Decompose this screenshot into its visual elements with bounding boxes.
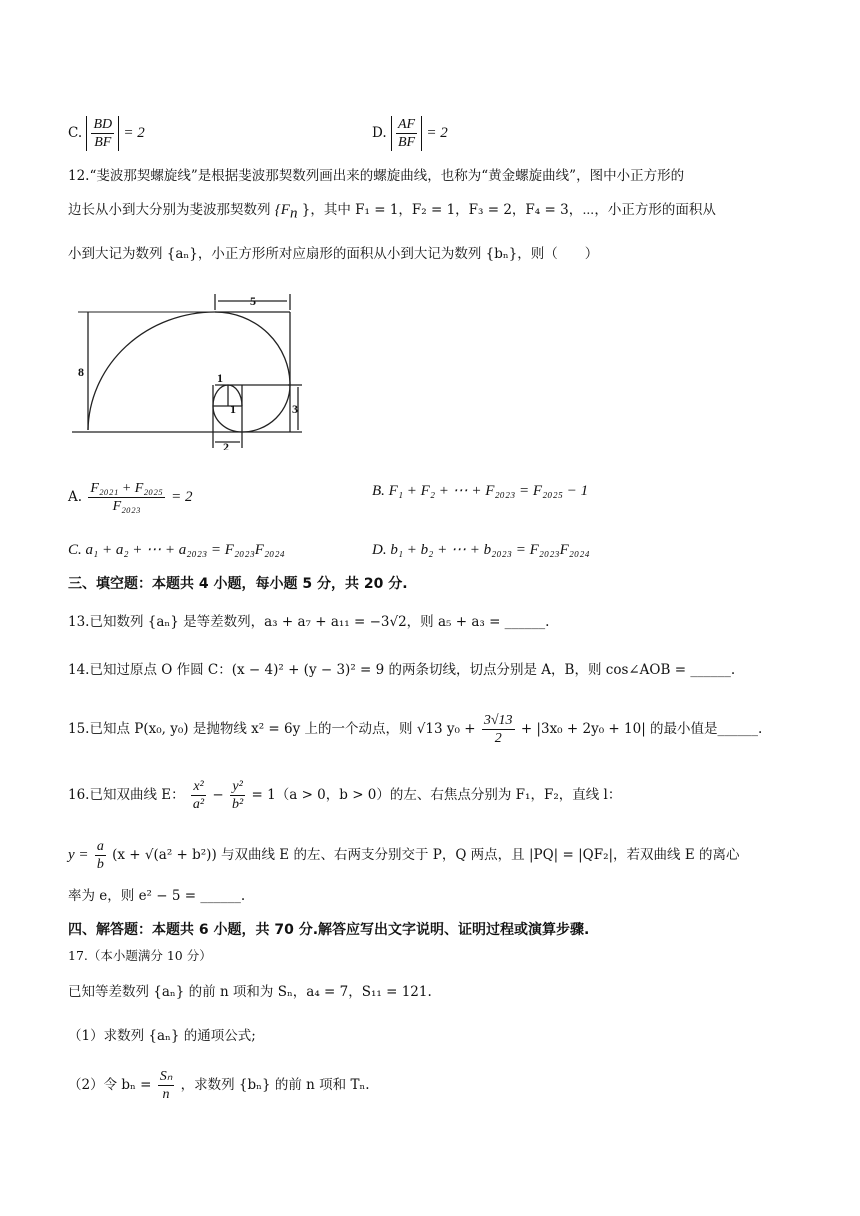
frac-den: BF: [397, 135, 416, 150]
frac-den: b: [96, 857, 104, 872]
frac-den: a²: [192, 797, 205, 812]
q11-option-c: [68, 116, 145, 151]
label-1a: 1: [217, 371, 223, 385]
fibonacci-spiral-figure: [70, 290, 305, 450]
q12-option-d: D. b₁ + b₂ + ⋯ + b₂₀₂₃ = F₂₀₂₃F₂₀₂₄: [372, 542, 590, 558]
label-5: 5: [250, 294, 256, 308]
q12-option-b: B. F₁ + F₂ + ⋯ + F₂₀₂₃ = F₂₀₂₅ − 1: [372, 483, 589, 499]
q12-line2-c: }，其中 F₁ = 1，F₂ = 1，F₃ = 2，F₄ = 3，⋯，小正方形的面积从: [301, 202, 716, 218]
rhs: = 2: [426, 125, 448, 141]
frac-num: Sₙ: [159, 1069, 173, 1084]
q16-line3: 率为 e，则 e² − 5 = ______.: [68, 888, 246, 904]
frac-num: y²: [230, 778, 245, 796]
q17-p2-post: ，求数列 {bₙ} 的前 n 项和 Tₙ.: [180, 1077, 370, 1093]
label-3: 3: [292, 402, 298, 416]
abs-fraction: [86, 116, 119, 151]
label-1b: 1: [230, 402, 236, 416]
frac-num: BD: [93, 117, 113, 132]
q12-option-a: [68, 480, 193, 515]
section-3-heading: 三、填空题：本题共 4 小题，每小题 5 分，共 20 分.: [68, 576, 408, 592]
q17-stem: 已知等差数列 {aₙ} 的前 n 项和为 Sₙ，a₄ = 7，S₁₁ = 121.: [68, 984, 432, 1000]
frac-num: x²: [191, 778, 206, 796]
q17-part2: [68, 1068, 370, 1103]
q16-line2: [68, 838, 740, 873]
frac-num: F₂₀₂₁ + F₂₀₂₅: [90, 481, 163, 496]
frac-den: BF: [94, 135, 112, 150]
frac-den: n: [162, 1087, 170, 1102]
frac-num: a: [96, 839, 104, 854]
option-label: A.: [68, 489, 83, 505]
section-4-heading: 四、解答题：本题共 6 小题，共 70 分.解答应写出文字说明、证明过程或演算步骤.: [68, 922, 590, 938]
q12-line2-a: 边长从小到大分别为斐波那契数列: [68, 202, 271, 218]
q17-p2-pre: （2）令 bₙ =: [68, 1077, 152, 1093]
label-8: 8: [78, 365, 84, 379]
option-label: C.: [68, 125, 83, 141]
q16-l2-post: (x + √(a² + b²)) 与双曲线 E 的左、右两支分别交于 P，Q 两点，且 |PQ| = |QF₂|，若双曲线 E 的离心: [112, 847, 740, 863]
frac-num: 3√13: [483, 713, 513, 728]
minus: −: [212, 787, 224, 803]
rhs: = 2: [171, 489, 193, 505]
q11-option-d: [372, 116, 448, 151]
q13: 13.已知数列 {aₙ} 是等差数列，a₃ + a₇ + a₁₁ = −3√2，则 a₅ + a₃ = ______.: [68, 614, 550, 630]
q17-part1: （1）求数列 {aₙ} 的通项公式;: [68, 1028, 256, 1044]
option-label: D.: [372, 125, 387, 141]
q15: [68, 712, 762, 747]
q12-option-c: C. a₁ + a₂ + ⋯ + a₂₀₂₃ = F₂₀₂₃F₂₀₂₄: [68, 542, 285, 558]
frac-num: AF: [397, 117, 416, 132]
q12-line3: 小到大记为数列 {aₙ}，小正方形所对应扇形的面积从小到大记为数列 {bₙ}，则（ ）: [68, 246, 599, 262]
q15-post: + |3x₀ + 2y₀ + 10| 的最小值是______.: [520, 721, 763, 737]
label-2: 2: [223, 440, 229, 450]
q16-l2-pre: y =: [68, 847, 89, 863]
q16-line1: [68, 778, 621, 813]
frac-den: b²: [232, 797, 244, 812]
abs-fraction: [391, 116, 422, 151]
q17-head: 17.（本小题满分 10 分）: [68, 948, 212, 963]
rhs: = 2: [123, 125, 145, 141]
q12-line1: 12.“斐波那契螺旋线”是根据斐波那契数列画出来的螺旋曲线，也称为“黄金螺旋曲线”，图中小正方形的: [68, 168, 685, 184]
q14: 14.已知过原点 O 作圆 C：(x − 4)² + (y − 3)² = 9 的两条切线，切点分别是 A，B，则 cos∠AOB = ______.: [68, 662, 736, 678]
q16-post: = 1（a > 0，b > 0）的左、右焦点分别为 F₁，F₂，直线 l：: [251, 787, 622, 803]
frac-den: F₂₀₂₃: [112, 499, 141, 514]
q12-line2: 边长从小到大分别为斐波那契数列 {$F_n$ }，其中 F₁ = 1，F₂ = 1，F₃ = 2，F₄ = 3，⋯，小正方形的面积从: [68, 202, 716, 222]
q16-pre: 16.已知双曲线 E：: [68, 787, 185, 803]
q15-pre: 15.已知点 P(x₀, y₀) 是抛物线 x² = 6y 上的一个动点，则 √13 y₀ +: [68, 721, 476, 737]
q12-line2-b: {F: [274, 202, 290, 218]
frac-den: 2: [494, 731, 502, 746]
